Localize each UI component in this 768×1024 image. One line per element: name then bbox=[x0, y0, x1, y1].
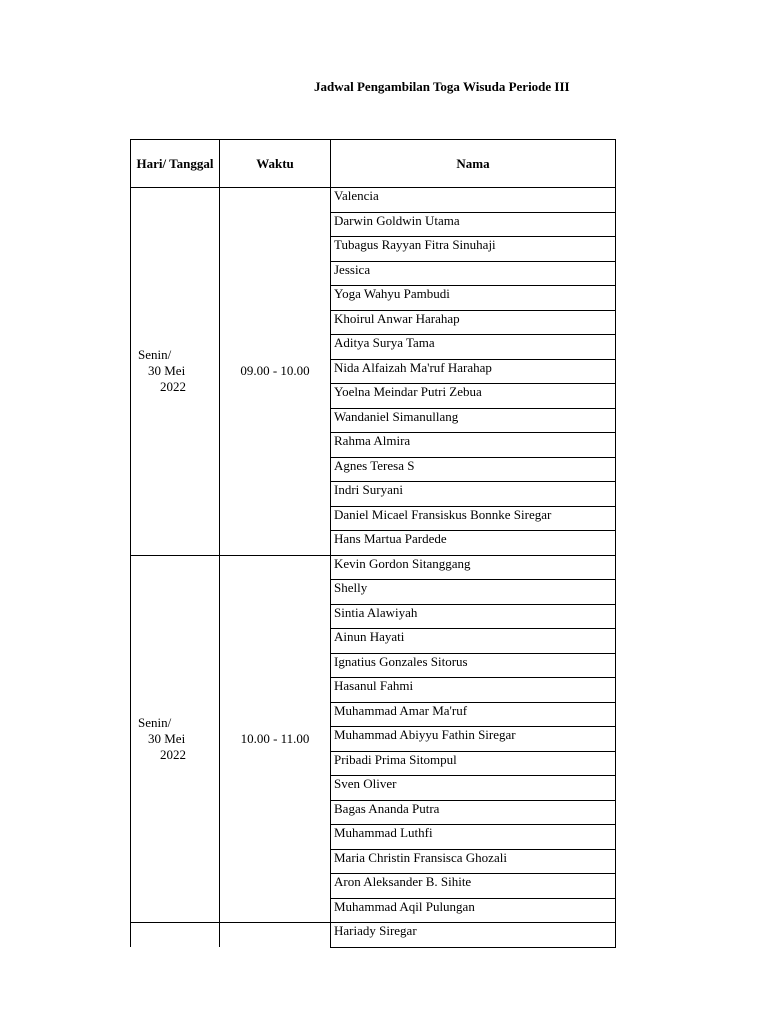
day-text: 30 Mei bbox=[148, 730, 186, 746]
table-row bbox=[131, 188, 616, 213]
day-text: Senin/ bbox=[138, 714, 172, 730]
name-cell: Pribadi Prima Sitompul bbox=[331, 751, 616, 776]
table-row bbox=[131, 923, 616, 948]
name-cell: Hariady Siregar bbox=[331, 923, 616, 948]
name-cell: Wandaniel Simanullang bbox=[331, 408, 616, 433]
name-cell: Daniel Micael Fransiskus Bonnke Siregar bbox=[331, 506, 616, 531]
name-cell: Indri Suryani bbox=[331, 482, 616, 507]
time-cell: 10.00 - 11.00 bbox=[220, 555, 331, 923]
name-cell: Rahma Almira bbox=[331, 433, 616, 458]
day-cell bbox=[131, 923, 220, 948]
day-text: 30 Mei bbox=[148, 363, 186, 379]
name-cell: Muhammad Amar Ma'ruf bbox=[331, 702, 616, 727]
day-text: 2022 bbox=[160, 379, 186, 395]
header-name: Nama bbox=[331, 140, 616, 188]
day-text: 2022 bbox=[160, 746, 186, 762]
name-cell: Nida Alfaizah Ma'ruf Harahap bbox=[331, 359, 616, 384]
table-header-row bbox=[131, 140, 616, 188]
name-cell: Aditya Surya Tama bbox=[331, 335, 616, 360]
time-cell bbox=[220, 923, 331, 948]
name-cell: Sven Oliver bbox=[331, 776, 616, 801]
name-cell: Agnes Teresa S bbox=[331, 457, 616, 482]
day-cell bbox=[131, 555, 220, 923]
name-cell: Hans Martua Pardede bbox=[331, 531, 616, 556]
name-cell: Khoirul Anwar Harahap bbox=[331, 310, 616, 335]
name-cell: Muhammad Aqil Pulungan bbox=[331, 898, 616, 923]
name-cell: Aron Aleksander B. Sihite bbox=[331, 874, 616, 899]
name-cell: Muhammad Luthfi bbox=[331, 825, 616, 850]
header-day: Hari/ Tanggal bbox=[131, 140, 220, 188]
schedule-table bbox=[130, 139, 616, 948]
table-body bbox=[131, 188, 616, 948]
name-cell: Ainun Hayati bbox=[331, 629, 616, 654]
page-title: Jadwal Pengambilan Toga Wisuda Periode III bbox=[314, 79, 570, 94]
name-cell: Ignatius Gonzales Sitorus bbox=[331, 653, 616, 678]
name-cell: Sintia Alawiyah bbox=[331, 604, 616, 629]
name-cell: Yoelna Meindar Putri Zebua bbox=[331, 384, 616, 409]
name-cell: Shelly bbox=[331, 580, 616, 605]
time-cell: 09.00 - 10.00 bbox=[220, 188, 331, 556]
name-cell: Yoga Wahyu Pambudi bbox=[331, 286, 616, 311]
name-cell: Maria Christin Fransisca Ghozali bbox=[331, 849, 616, 874]
name-cell: Hasanul Fahmi bbox=[331, 678, 616, 703]
name-cell: Tubagus Rayyan Fitra Sinuhaji bbox=[331, 237, 616, 262]
day-cell bbox=[131, 188, 220, 556]
header-time: Waktu bbox=[220, 140, 331, 188]
name-cell: Kevin Gordon Sitanggang bbox=[331, 555, 616, 580]
name-cell: Muhammad Abiyyu Fathin Siregar bbox=[331, 727, 616, 752]
table-row bbox=[131, 555, 616, 580]
name-cell: Bagas Ananda Putra bbox=[331, 800, 616, 825]
name-cell: Darwin Goldwin Utama bbox=[331, 212, 616, 237]
name-cell: Jessica bbox=[331, 261, 616, 286]
name-cell: Valencia bbox=[331, 188, 616, 213]
day-text: Senin/ bbox=[138, 347, 172, 363]
